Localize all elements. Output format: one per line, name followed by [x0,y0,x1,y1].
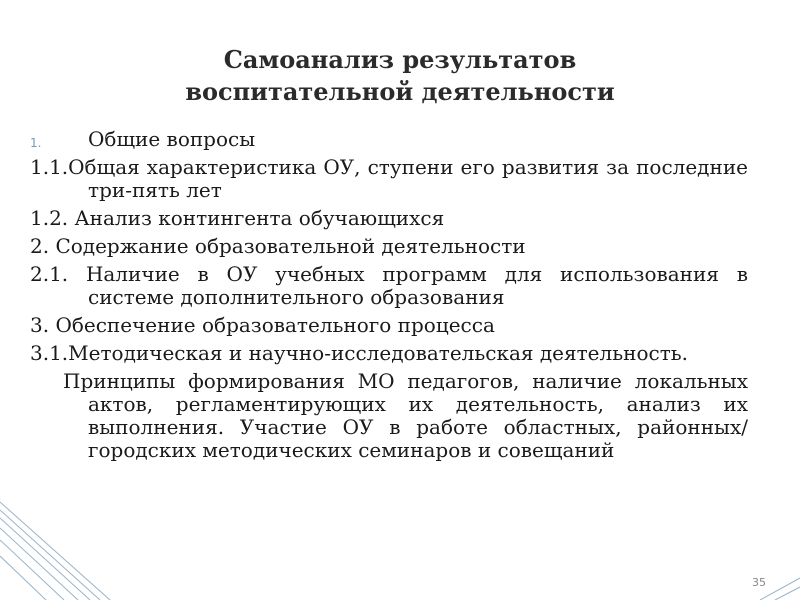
deco-line-3 [0,518,90,600]
deco-line-4 [0,528,78,600]
body-paragraph: Принципы формирования МО педагогов, наличие локальных актов, регламентирующих их деятельность, анализ их выполнения. Участие ОУ в работе областных, районных/городских методических семинаров и совещаний [63,369,748,462]
list-item-1 [30,128,748,151]
list-item-1-1: 1.1.Общая характеристика ОУ, ступени его развития за последние три-пять лет [30,155,748,202]
deco-line-5 [0,540,64,600]
deco-line-6 [0,556,46,600]
list-item-2: 2. Содержание образовательной деятельности [30,234,526,258]
list-item-2-1: 2.1. Наличие в ОУ учебных программ для использования в системе дополнительного образования [30,262,748,309]
title-line-2: воспитательной деятельности [185,77,615,106]
deco-line-8 [775,587,800,600]
deco-line-7 [760,578,800,600]
deco-line-1 [0,502,110,600]
slide-title [0,44,800,108]
slide-content [30,128,748,467]
list-item-1-text: Общие вопросы [88,127,256,151]
title-line-1: Самоанализ результатов [223,45,577,74]
page-number: 35 [752,576,766,589]
list-number: 1. [30,136,42,150]
list-item-3: 3. Обеспечение образовательного процесса [30,313,495,337]
list-item-1-2: 1.2. Анализ контингента обучающихся [30,206,445,230]
list-item-3-1: 3.1.Методическая и научно-исследовательская деятельность. [30,341,688,365]
